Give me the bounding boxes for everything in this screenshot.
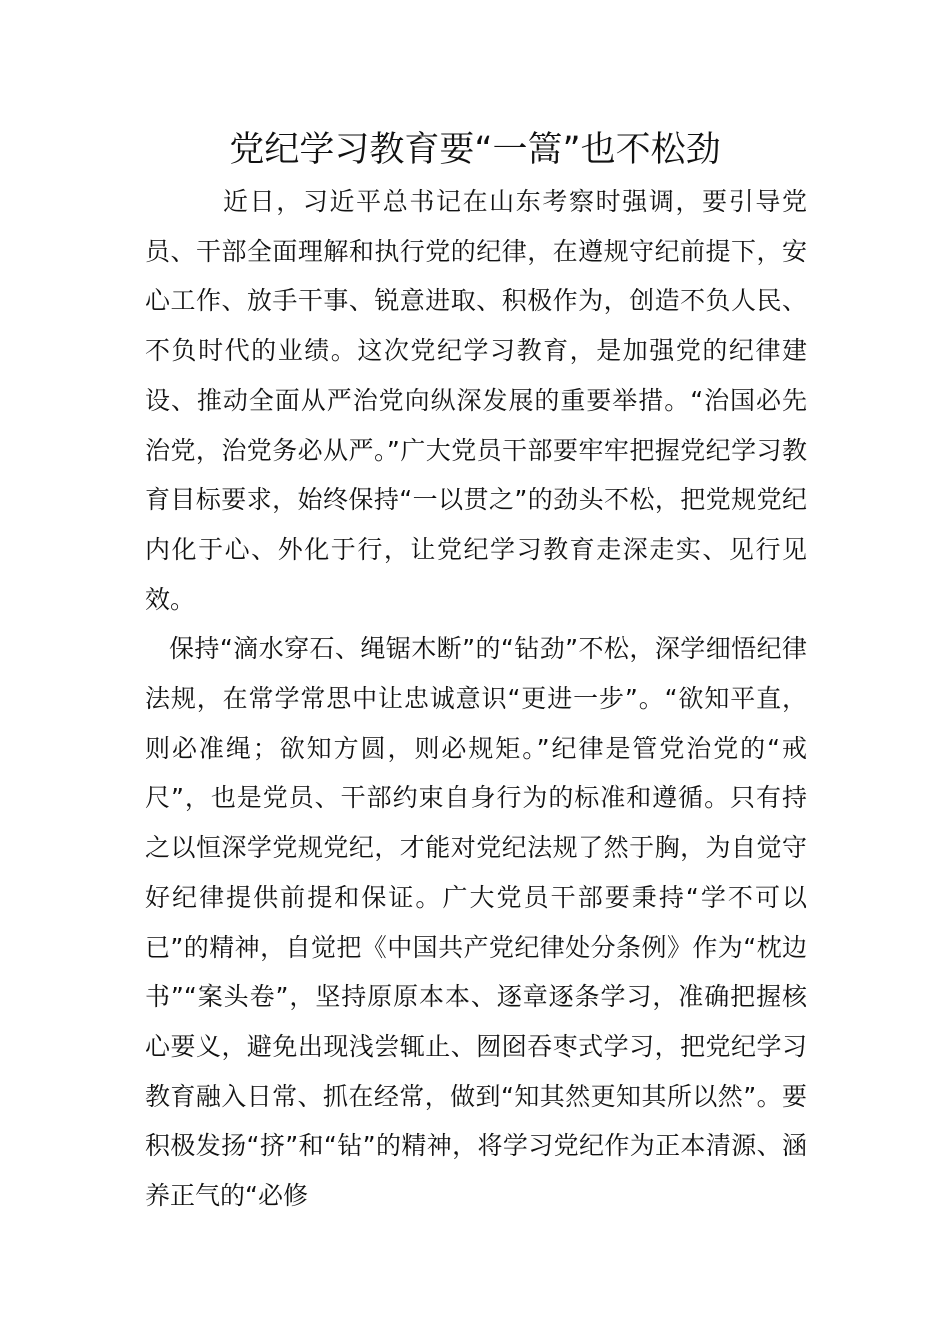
document-title: 党纪学习教育要“一篙”也不松劲 bbox=[229, 130, 721, 170]
document-body bbox=[145, 177, 807, 1221]
paragraph-1: 近日，习近平总书记在山东考察时强调，要引导党员、干部全面理解和执行党的纪律，在遵规守纪前提下，安心工作、放手干事、锐意进取、积极作为，创造不负人民、不负时代的业绩。这次党纪学习教育，是加强党的纪律建设、推动全面从严治党向纵深发展的重要举措。“治国必先治党，治党务必从严。”广大党员干部要牢牢把握党纪学习教育目标要求，始终保持“一以贯之”的劲头不松，把党规党纪内化于心、外化于行，让党纪学习教育走深走实、见行见效。 bbox=[145, 187, 807, 614]
paragraph-2: 保持“滴水穿石、绳锯木断”的“钻劲”不松，深学细悟纪律法规，在常学常思中让忠诚意识“更进一步”。“欲知平直，则必准绳；欲知方圆，则必规矩。”纪律是管党治党的“戒尺”，也是党员、干部约束自身行为的标准和遵循。只有持之以恒深学党规党纪，才能对党纪法规了然于胸，为自觉守好纪律提供前提和保证。广大党员干部要秉持“学不可以已”的精神，自觉把《中国共产党纪律处分条例》作为“枕边书”“案头卷”，坚持原原本本、逐章逐条学习，准确把握核心要义，避免出现浅尝辄止、囫囵吞枣式学习，把党纪学习教育融入日常、抓在经常，做到“知其然更知其所以然”。要积极发扬“挤”和“钻”的精神，将学习党纪作为正本清源、涵养正气的“必修 bbox=[145, 634, 807, 1211]
